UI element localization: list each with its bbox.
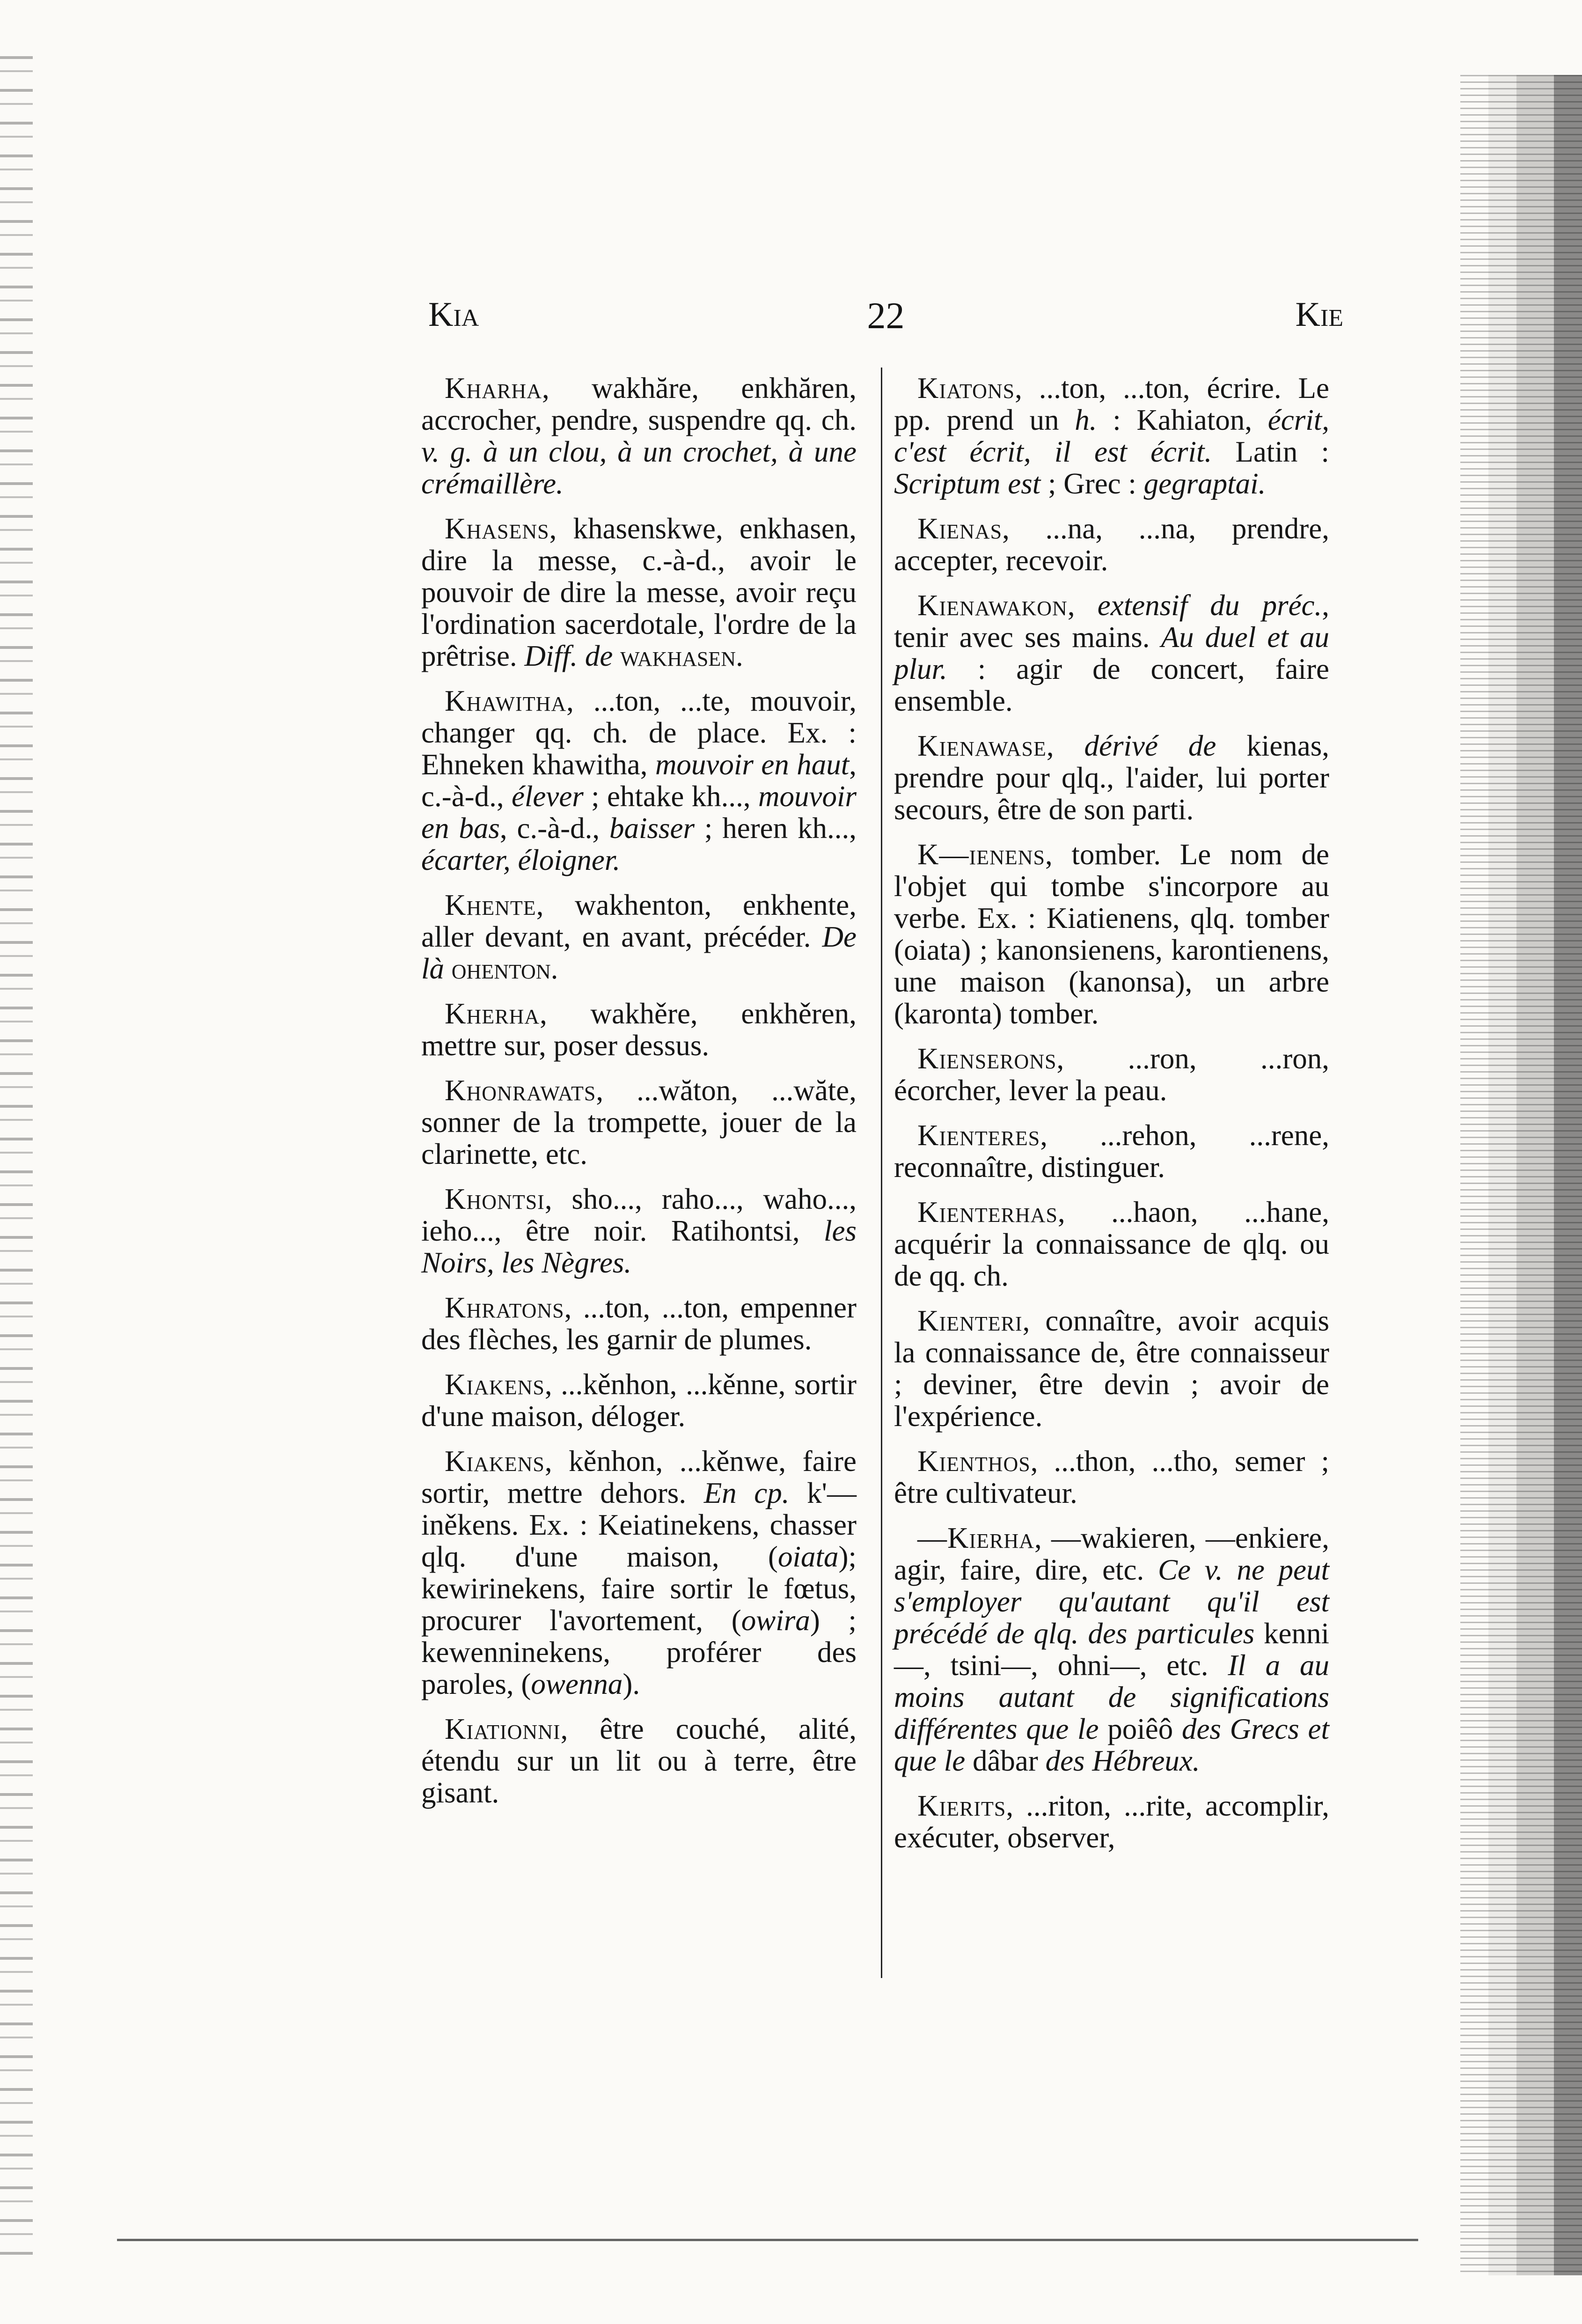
entry-text: , ...ron, ...ron, écorcher, lever la peau.	[894, 1042, 1329, 1107]
dictionary-entry	[894, 1196, 1329, 1292]
italic-text: les Noirs, les Nègres.	[421, 1214, 857, 1279]
italic-text: gegraptai.	[1143, 467, 1266, 500]
headword: Kherha	[445, 997, 540, 1030]
headword: Kiationni	[445, 1713, 561, 1745]
italic-text: mouvoir en bas	[421, 780, 857, 845]
dictionary-entry	[421, 1713, 857, 1809]
dictionary-entry	[894, 513, 1329, 576]
italic-text: Il a au moins autant de significations différentes que le	[894, 1649, 1329, 1745]
entry-text: .	[736, 640, 743, 672]
dictionary-entry	[421, 998, 857, 1061]
headword: Kiatons	[917, 372, 1015, 404]
headword: Kienteri	[917, 1304, 1023, 1337]
dictionary-entry	[894, 1790, 1329, 1853]
entry-text: Latin :	[1212, 435, 1329, 468]
running-head-right: Kie	[1295, 295, 1343, 334]
entry-text: ,	[1067, 589, 1098, 622]
italic-text: v. g. à un clou, à un crochet, à une crémaillère.	[421, 435, 857, 500]
headword: Kienas	[917, 512, 1003, 545]
running-head-left: Kia	[428, 295, 479, 334]
entry-text: , ...ton, ...ton, écrire. Le pp. prend un	[894, 372, 1329, 436]
headword: Khontsi	[445, 1183, 545, 1215]
entry-text: , connaître, avoir acquis la connaissance de, être connaisseur ; deviner, être devin ; avoir de l'expérience.	[894, 1304, 1329, 1433]
italic-text: élever	[511, 780, 584, 813]
headword: Kienawakon	[917, 589, 1068, 622]
entry-text: , ...ton, ...ton, empenner des flèches, les garnir de plumes.	[421, 1291, 857, 1356]
headword: Kienawase	[917, 729, 1047, 762]
italic-text: De là	[421, 920, 857, 985]
entry-text: .	[550, 952, 558, 985]
italic-text: mouvoir en haut	[655, 748, 850, 781]
italic-text: oiata	[778, 1540, 839, 1573]
page-number: 22	[867, 295, 905, 337]
dictionary-entry	[421, 513, 857, 672]
italic-text: écarter, éloigner.	[421, 844, 621, 876]
headword: Khonrawats	[445, 1074, 596, 1107]
entry-text: , sho..., raho..., waho..., ieho..., être noir. Ratihontsi,	[421, 1183, 857, 1247]
entry-text: : Kahiaton,	[1097, 404, 1268, 436]
headword: Khawitha	[445, 684, 567, 717]
entry-text: , être couché, alité, étendu sur un lit ou à terre, être gisant.	[421, 1713, 857, 1809]
headword: Kienteres	[917, 1119, 1040, 1152]
dictionary-entry	[894, 1119, 1329, 1183]
entry-text: : agir de concert, faire ensemble.	[894, 653, 1329, 717]
dictionary-entry	[894, 1305, 1329, 1432]
dictionary-entry	[421, 685, 857, 876]
entry-text: ; Grec :	[1040, 467, 1144, 500]
dictionary-entry	[894, 730, 1329, 825]
bottom-edge-line	[117, 2239, 1418, 2241]
headword: —Kierha	[917, 1522, 1034, 1554]
italic-text: Diff. de	[524, 640, 621, 672]
dictionary-entry	[894, 1445, 1329, 1509]
entry-text: , kěnhon, ...kěnwe, faire sortir, mettre dehors.	[421, 1445, 857, 1509]
italic-text: écrit, c'est écrit, il est écrit.	[894, 404, 1329, 468]
dictionary-entry	[421, 889, 857, 985]
entry-text: , c.-à-d.,	[421, 748, 857, 813]
small-caps-text: ohenton	[451, 952, 551, 985]
dictionary-entry	[894, 1043, 1329, 1106]
entry-text: , c.-à-d.,	[499, 812, 609, 845]
italic-text: En cp.	[703, 1477, 790, 1509]
dictionary-entry	[421, 1292, 857, 1355]
italic-text: Au duel et au plur.	[894, 621, 1329, 685]
entry-text: dâbar	[965, 1744, 1046, 1777]
entry-text: , ...haon, ...hane, acquérir la connaissance de qlq. ou de qq. ch.	[894, 1196, 1329, 1292]
headword: Khasens	[445, 512, 549, 545]
entry-text: , wakhăre, enkhăren, accrocher, pendre, suspendre qq. ch.	[421, 372, 857, 436]
scan-left-edge	[0, 56, 33, 2257]
entry-text: ,	[1046, 729, 1084, 762]
headword: Kienserons	[917, 1042, 1057, 1075]
dictionary-entry	[421, 1183, 857, 1279]
page-header	[428, 295, 1343, 342]
entry-text: , —wakieren, —enkiere, agir, faire, dire, etc.	[894, 1522, 1329, 1586]
headword: K—ienens	[917, 838, 1045, 871]
italic-text: owira	[741, 1604, 810, 1637]
right-column	[894, 372, 1329, 1867]
entry-text: kienas, prendre pour qlq., l'aider, lui porter secours, être de son parti.	[894, 729, 1330, 826]
entry-text: ).	[623, 1668, 640, 1700]
entry-text: , tomber. Le nom de l'objet qui tombe s'incorpore au verbe. Ex. : Kiatienens, qlq. tomber (oiata) ; kanonsienens, karontienens, une maison (kanonsa), un arbre (karonta) tomber.	[894, 838, 1329, 1030]
scan-right-edge	[1460, 75, 1582, 2275]
entry-text: , khasenskwe, enkhasen, dire la messe, c.-à-d., avoir le pouvoir de dire la messe, avoir reçu l'ordination sacerdotale, l'ordre de la prêtrise.	[421, 512, 857, 672]
dictionary-entry	[894, 1522, 1329, 1777]
italic-text: Scriptum est	[894, 467, 1041, 500]
entry-text: kenni—, tsini—, ohni—, etc.	[894, 1617, 1330, 1682]
entry-text: , tenir avec ses mains.	[894, 589, 1330, 654]
entry-text: k'—iněkens. Ex. : Keiatinekens, chasser qlq. d'une maison, (	[421, 1477, 857, 1573]
entry-text: ); kewirinekens, faire sortir le fœtus, procurer l'avortement, (	[421, 1540, 857, 1637]
italic-text: dérivé de	[1084, 729, 1216, 762]
italic-text: extensif du préc.	[1097, 589, 1322, 622]
italic-text: des Hébreux.	[1045, 1744, 1200, 1777]
italic-text: baisser	[609, 812, 695, 845]
dictionary-entry	[421, 372, 857, 500]
entry-text: , ...kěnhon, ...kěnne, sortir d'une maison, déloger.	[421, 1368, 857, 1433]
small-caps-text: wakhasen	[620, 640, 736, 672]
entry-text: , ...riton, ...rite, accomplir, exécuter, observer,	[894, 1789, 1329, 1854]
dictionary-entry	[421, 1074, 857, 1170]
entry-text: ; ehtake kh...,	[583, 780, 758, 813]
italic-text: owenna	[531, 1668, 623, 1700]
dictionary-entry	[894, 838, 1329, 1030]
dictionary-entry	[894, 372, 1329, 500]
headword: Kierits	[917, 1789, 1006, 1822]
left-column	[421, 372, 857, 1822]
headword: Khente	[445, 889, 536, 921]
headword: Kienterhas	[917, 1196, 1058, 1228]
entry-text: , wakhěre, enkhěren, mettre sur, poser dessus.	[421, 997, 857, 1062]
entry-text: ; heren kh...,	[694, 812, 857, 845]
headword: Kiakens	[445, 1445, 545, 1478]
headword: Khratons	[445, 1291, 564, 1324]
italic-text: h.	[1075, 404, 1097, 436]
entry-text: ) ; kewenninekens, proférer des paroles, (	[421, 1604, 857, 1700]
entry-text: , ...ton, ...te, mouvoir, changer qq. ch. de place. Ex. : Ehneken khawitha,	[421, 684, 857, 781]
entry-text: , wakhenton, enkhente, aller devant, en avant, précéder.	[421, 889, 857, 953]
headword: Kienthos	[917, 1445, 1031, 1478]
entry-text: , ...thon, ...tho, semer ; être cultivateur.	[894, 1445, 1329, 1509]
entry-text: , ...na, ...na, prendre, accepter, recevoir.	[894, 512, 1329, 577]
headword: Kharha	[445, 372, 542, 404]
column-rule	[881, 368, 882, 1978]
italic-text: Ce v. ne peut s'employer qu'autant qu'il est précédé de qlq. des particules	[894, 1553, 1329, 1650]
headword: Kiakens	[445, 1368, 545, 1401]
dictionary-entry	[421, 1368, 857, 1432]
italic-text: des Grecs et que le	[894, 1713, 1329, 1777]
entry-text: , ...wăton, ...wăte, sonner de la trompette, jouer de la clarinette, etc.	[421, 1074, 857, 1170]
dictionary-entry	[894, 589, 1329, 717]
dictionary-entry	[421, 1445, 857, 1700]
entry-text: , ...rehon, ...rene, reconnaître, distinguer.	[894, 1119, 1329, 1184]
entry-text: poiêô	[1099, 1713, 1182, 1745]
